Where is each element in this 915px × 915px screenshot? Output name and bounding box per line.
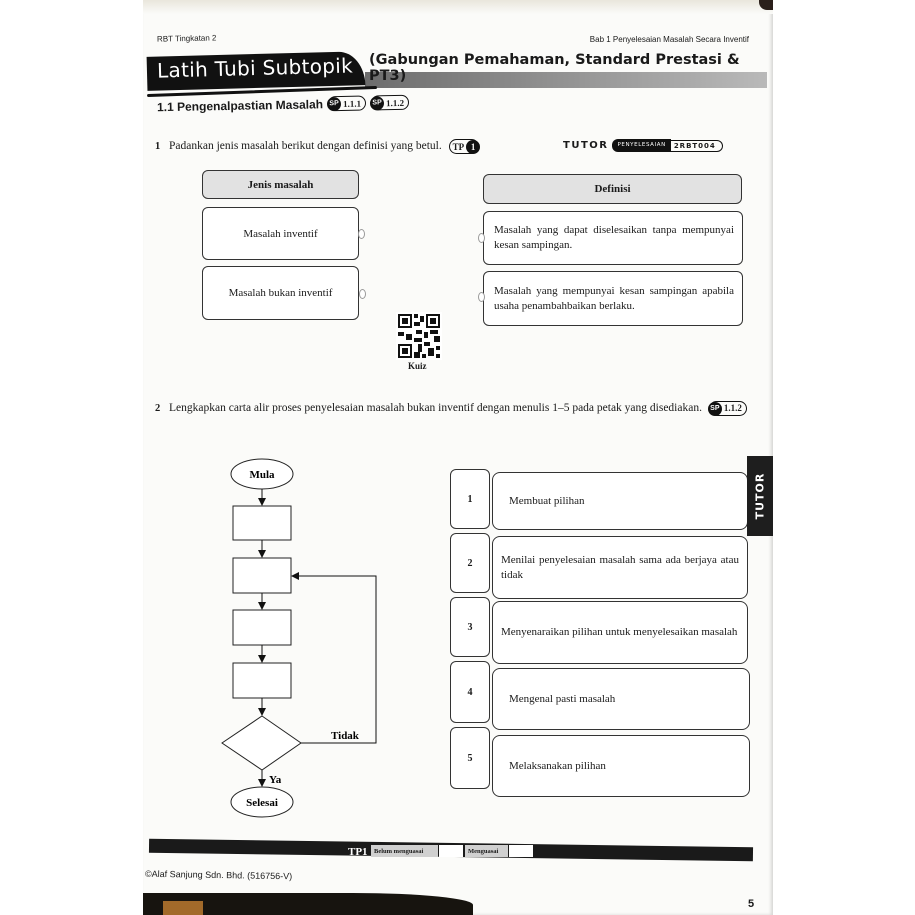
side-tab-label: TUTOR xyxy=(753,472,767,520)
step-number: 2 xyxy=(450,533,490,593)
sp-badge-code: 1.1.2 xyxy=(385,97,405,108)
sp-badge-code: 1.1.2 xyxy=(723,403,742,413)
answer-box-4 xyxy=(233,663,291,698)
tutor-code: 2RBT004 xyxy=(671,140,723,152)
problem-type-item: Masalah bukan inventif xyxy=(202,266,359,320)
tutor-label: PENYELESAIAN xyxy=(612,139,670,152)
question-1-text: Padankan jenis masalah berikut dengan definisi yang betul. xyxy=(169,140,442,153)
right-column-header: Definisi xyxy=(483,174,742,204)
definition-item: Masalah yang dapat diselesaikan tanpa mempunyai kesan sampingan. xyxy=(483,211,743,265)
sp-badge-prefix: SP xyxy=(327,96,341,110)
step-number: 5 xyxy=(450,727,490,789)
tutor-side-tab xyxy=(747,456,773,536)
banner-subtitle: (Gabungan Pemahaman, Standard Prestasi & PT3) xyxy=(369,52,740,84)
footer-tp-label: TP1 xyxy=(348,846,368,858)
start-label: Mula xyxy=(249,469,275,481)
sp-badge-code: 1.1.1 xyxy=(342,98,362,109)
not-mastered-checkbox[interactable] xyxy=(439,845,463,857)
header-right: Bab 1 Penyelesaian Masalah Secara Inventif xyxy=(589,35,749,44)
step-number: 3 xyxy=(450,597,490,657)
page-number: 5 xyxy=(748,898,755,910)
question-2-text: Lengkapkan carta alir proses penyelesaian masalah bukan inventif dengan menulis 1–5 pada petak yang disediakan. xyxy=(169,402,702,415)
loop-back-arrow xyxy=(292,576,376,743)
next-page-stripe xyxy=(163,901,203,915)
no-label: Tidak xyxy=(331,730,359,742)
copyright: ©Alaf Sanjung Sdn. Bhd. (516756-V) xyxy=(144,868,293,882)
tp-badge-level: 1 xyxy=(466,140,480,154)
step-text: Menyenaraikan pilihan untuk menyelesaikan masalah xyxy=(492,601,748,664)
step-number: 1 xyxy=(450,469,490,529)
qr-label: Kuiz xyxy=(408,361,427,371)
step-text: Menilai penyelesaian masalah sama ada berjaya atau tidak xyxy=(492,536,748,599)
section-title: 1.1 Pengenalpastian Masalah xyxy=(156,96,324,114)
question-2-number: 2 xyxy=(155,403,161,414)
tp-badge-prefix: TP xyxy=(452,141,465,152)
step-number: 4 xyxy=(450,661,490,723)
left-column-header: Jenis masalah xyxy=(202,170,359,199)
mastered-label: Menguasai xyxy=(465,845,508,857)
sp-badge-prefix: SP xyxy=(708,402,722,416)
end-label: Selesai xyxy=(246,797,278,809)
step-text: Mengenal pasti masalah xyxy=(492,668,750,730)
step-text: Melaksanakan pilihan xyxy=(492,735,750,797)
next-page-edge xyxy=(143,893,473,915)
sp-badge-prefix: SP xyxy=(370,96,384,110)
problem-type-item: Masalah inventif xyxy=(202,207,359,260)
header-left: RBT Tingkatan 2 xyxy=(156,33,217,44)
textbook-page xyxy=(143,0,773,915)
not-mastered-label: Belum menguasai xyxy=(371,845,438,857)
definition-item: Masalah yang mempunyai kesan sampingan apabila usaha penambahbaikan berlaku. xyxy=(483,271,743,326)
yes-label: Ya xyxy=(269,774,282,786)
tutor-word: TUTOR xyxy=(563,140,609,151)
step-text: Membuat pilihan xyxy=(492,472,748,530)
answer-box-3 xyxy=(233,610,291,645)
answer-box-2 xyxy=(233,558,291,593)
answer-box-1 xyxy=(233,506,291,540)
mastered-checkbox[interactable] xyxy=(509,845,533,857)
banner-title: Latih Tubi Subtopik xyxy=(156,53,354,83)
decision-diamond xyxy=(222,716,301,770)
question-1-number: 1 xyxy=(155,141,161,152)
